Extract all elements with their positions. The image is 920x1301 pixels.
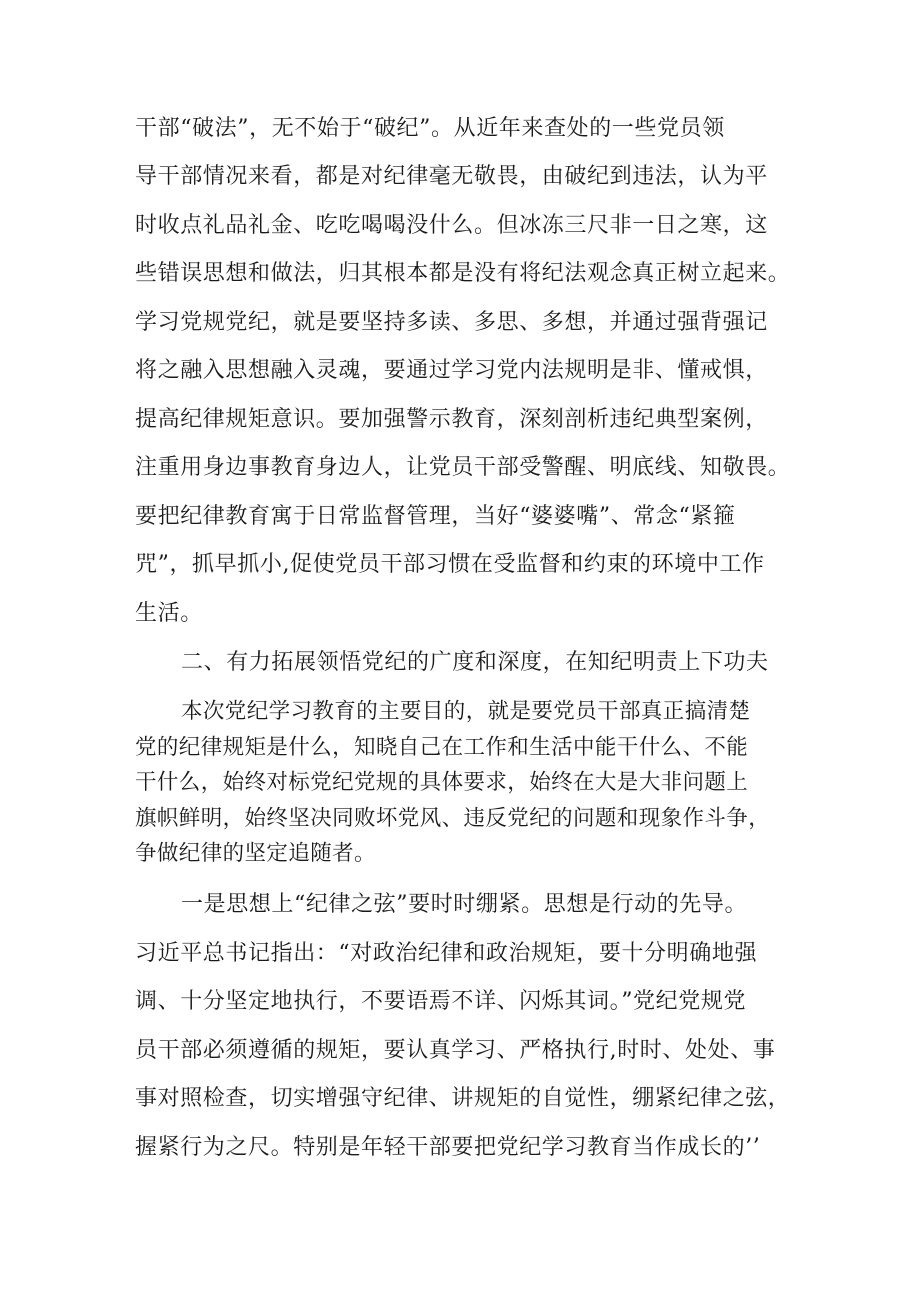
- text-line: 党的纪律规矩是什么，知晓自己在工作和生活中能干什么、不能: [135, 735, 749, 760]
- text-line: 旗帜鲜明，始终坚决同败坏党风、违反党纪的问题和现象作斗争，: [135, 806, 771, 831]
- text-line: 将之融入思想融入灵魂，要通过学习党内法规明是非、懂戒惧，: [135, 358, 768, 383]
- section-heading: 二、有力拓展领悟党纪的广度和深度，在知纪明责上下功夫: [181, 650, 769, 675]
- text-line: 干部“破法”，无不始于“破纪”。从近年来查处的一些党员领: [135, 116, 725, 141]
- text-line: 学习党规党纪，就是要坚持多读、多思、多想，并通过强背强记: [135, 310, 768, 335]
- text-line: 些错误思想和做法，归其根本都是没有将纪法观念真正树立起来。: [135, 261, 791, 286]
- text-line: 握紧行为之尺。特别是年轻干部要把党纪学习教育当作成长的’’: [135, 1135, 761, 1160]
- text-line: 事对照检查，切实增强守纪律、讲规矩的自觉性，绷紧纪律之弦，: [135, 1086, 791, 1111]
- text-line: 调、十分坚定地执行，不要语焉不详、闪烁其词。”党纪党规党: [135, 989, 747, 1014]
- text-line: 生活。: [135, 601, 203, 626]
- text-line: 一是思想上“纪律之弦”要时时绷紧。思想是行动的先导。: [181, 892, 748, 917]
- text-line: 时收点礼品礼金、吃吃喝喝没什么。但冰冻三尺非一日之寒，这: [135, 213, 768, 238]
- text-line: 员干部必须遵循的规矩，要认真学习、严格执行,时时、处处、事: [135, 1038, 776, 1063]
- text-line: 要把纪律教育寓于日常监督管理，当好“婆婆嘴”、常念“紧箍: [135, 504, 736, 529]
- text-line: 导干部情况来看，都是对纪律毫无敬畏，由破纪到违法，认为平: [135, 164, 768, 189]
- text-line: 习近平总书记指出：“对政治纪律和政治规矩，要十分明确地强: [135, 941, 758, 966]
- text-line: 本次党纪学习教育的主要目的，就是要党员干部真正搞清楚: [181, 699, 751, 724]
- text-line: 注重用身边事教育身边人，让党员干部受警醒、明底线、知敬畏。: [135, 455, 791, 480]
- text-line: 提高纪律规矩意识。要加强警示教育，深刻剖析违纪典型案例，: [135, 407, 768, 432]
- text-line: 争做纪律的坚定追随者。: [135, 841, 376, 866]
- text-line: 咒”，抓早抓小,促使党员干部习惯在受监督和约束的环境中工作: [135, 552, 765, 577]
- text-line: 干什么，始终对标党纪党规的具体要求，始终在大是大非问题上: [135, 770, 749, 795]
